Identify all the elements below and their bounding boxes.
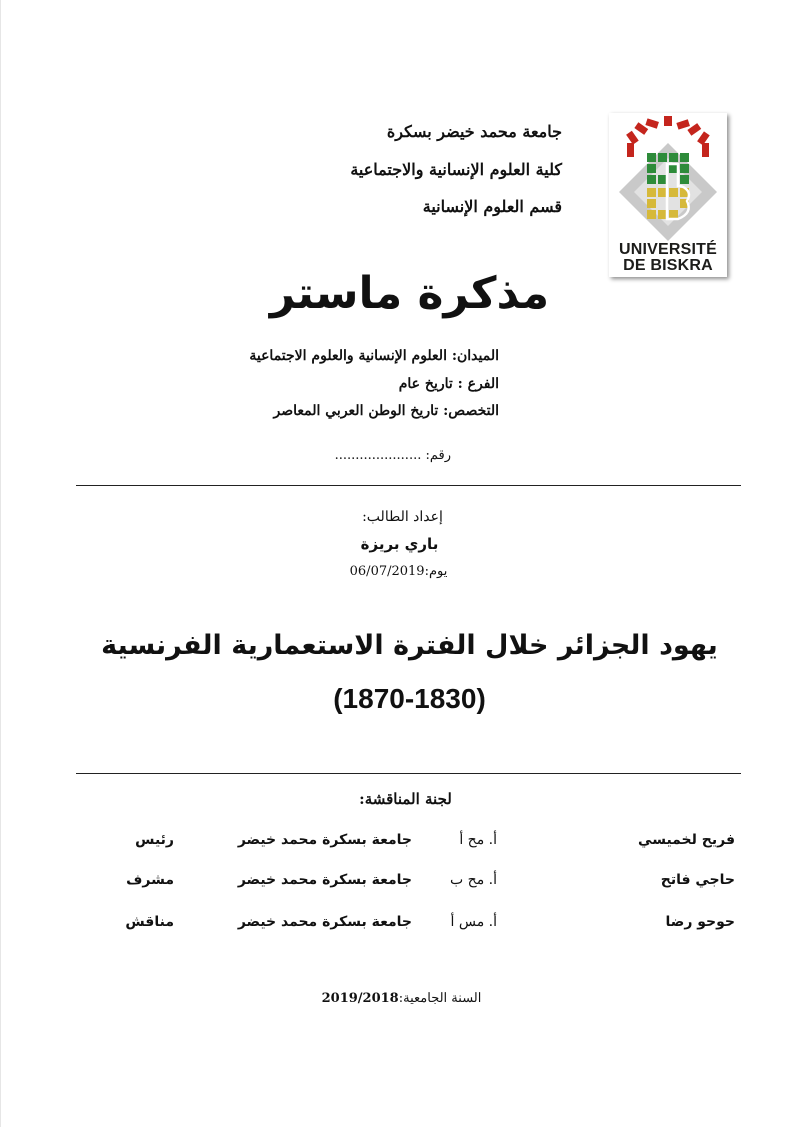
academic-year-value: 2019/2018 [321, 991, 399, 1006]
field-specialty: التخصص: تاريخ الوطن العربي المعاصر [273, 403, 499, 419]
academic-year-label: السنة الجامعية: [398, 991, 482, 1006]
university-name: جامعة محمد خيضر بسكرة [386, 122, 562, 141]
member-role: مشرف [126, 872, 174, 888]
member-university: جامعة بسكرة محمد خيضر [237, 832, 412, 848]
member-rank: أ. مس أ [450, 914, 497, 930]
member-name: حوحو رضا [665, 914, 735, 930]
defense-date [1, 564, 797, 579]
logo-text-line1: UNIVERSITÉ [618, 241, 717, 258]
member-role: مناقش [125, 914, 174, 930]
committee-row [1, 872, 797, 896]
divider-top [76, 485, 741, 486]
field-domain: الميدان: العلوم الإنسانية والعلوم الاجتماعية [249, 348, 499, 364]
student-name: باري بريزة [360, 535, 439, 553]
logo-text-line2: DE BISKRA [623, 257, 713, 274]
field-branch: الفرع : تاريخ عام [398, 376, 499, 392]
logo-emblem-icon [609, 113, 727, 241]
thesis-years: (1870-1830) [333, 683, 486, 714]
prepared-by-label: إعداد الطالب: [362, 509, 443, 525]
faculty-name: كلية العلوم الإنسانية والاجتماعية [350, 160, 562, 179]
member-role: رئيس [135, 832, 174, 848]
department-name: قسم العلوم الإنسانية [422, 197, 562, 216]
member-name: فريح لخميسي [638, 832, 735, 848]
committee-row [1, 832, 797, 856]
academic-year [1, 991, 797, 1006]
member-rank: أ. مح أ [459, 832, 497, 848]
date-value: 06/07/2019 [349, 564, 425, 579]
member-university: جامعة بسكرة محمد خيضر [237, 872, 412, 888]
committee-row [1, 914, 797, 938]
university-logo [609, 113, 727, 277]
thesis-title: يهود الجزائر خلال الفترة الاستعمارية الفرنسية [101, 630, 718, 661]
committee-label: لجنة المناقشة: [359, 790, 452, 808]
member-rank: أ. مح ب [450, 872, 497, 888]
member-name: حاجي فاتح [660, 872, 735, 888]
document-type-title: مذكرة ماستر [269, 268, 550, 319]
reference-number: رقم: ..................... [334, 448, 451, 463]
member-university: جامعة بسكرة محمد خيضر [237, 914, 412, 930]
date-label: يوم: [424, 564, 448, 579]
divider-bottom [76, 773, 741, 774]
